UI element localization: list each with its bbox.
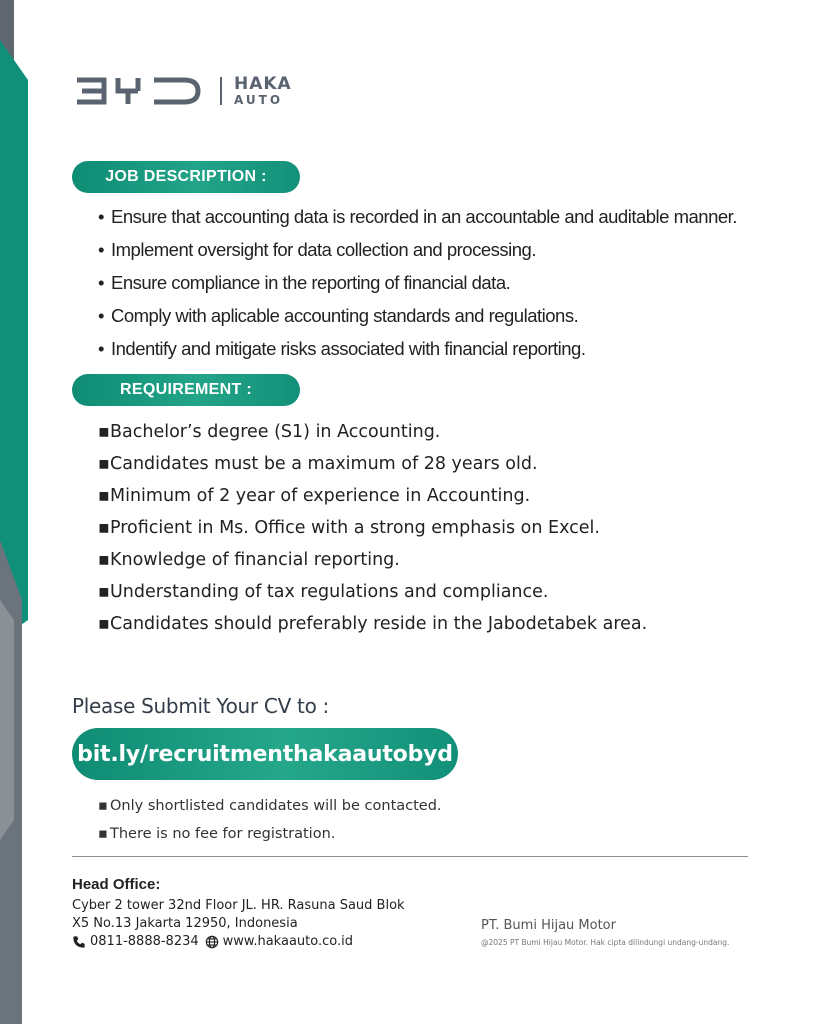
head-office-address [72, 897, 432, 933]
job-description-heading: JOB DESCRIPTION : [72, 161, 300, 193]
requirement-heading: REQUIREMENT : [72, 374, 300, 406]
list-item: ▪Bachelor’s degree (S1) in Accounting. [98, 422, 441, 442]
contact-row [72, 934, 353, 949]
side-decoration [0, 0, 40, 1024]
list-item: • Comply with aplicable accounting standards and regulations. [98, 305, 579, 326]
byd-logo [74, 62, 210, 107]
list-item: ▪Minimum of 2 year of experience in Accounting. [98, 486, 531, 506]
website-link[interactable]: www.hakaauto.co.id [222, 934, 353, 949]
footer-divider [72, 856, 748, 857]
list-item: • Implement oversight for data collection and processing. [98, 239, 536, 260]
submit-notes [98, 792, 442, 848]
company-name: PT. Bumi Hijau Motor [481, 918, 616, 933]
phone-icon [72, 935, 86, 949]
globe-icon [205, 935, 219, 949]
address-line-1: Cyber 2 tower 32nd Floor JL. HR. Rasuna Saud Blok [72, 898, 405, 913]
list-item: ▪Candidates must be a maximum of 28 years old. [98, 454, 538, 474]
logo-divider [220, 77, 222, 105]
requirement-list [98, 416, 647, 640]
head-office-title: Head Office: [72, 876, 161, 893]
list-item: ▪ There is no fee for registration. [98, 826, 336, 842]
job-description-list [98, 200, 737, 365]
list-item: • Ensure that accounting data is recorded in an accountable and auditable manner. [98, 206, 737, 227]
address-line-2: X5 No.13 Jakarta 12950, Indonesia [72, 916, 298, 931]
brand-logos [74, 62, 292, 108]
haka-logo-line2: AUTO [234, 93, 284, 107]
haka-logo-line1: HAKA [234, 74, 292, 94]
list-item: ▪ Only shortlisted candidates will be contacted. [98, 798, 442, 814]
haka-auto-logo [234, 76, 292, 106]
list-item: ▪Candidates should preferably reside in the Jabodetabek area. [98, 614, 648, 634]
list-item: • Ensure compliance in the reporting of financial data. [98, 272, 511, 293]
byd-logo-text: BYD [74, 62, 107, 79]
copyright-text: @2025 PT Bumi Hijau Motor. Hak cipta dilindungi undang-undang. [481, 938, 730, 947]
list-item: ▪Knowledge of financial reporting. [98, 550, 400, 570]
list-item: ▪Understanding of tax regulations and compliance. [98, 582, 549, 602]
phone-number[interactable]: 0811-8888-8234 [90, 934, 199, 949]
submit-cv-title: Please Submit Your CV to : [72, 694, 329, 718]
recruitment-link[interactable]: bit.ly/recruitmenthakaautobyd [72, 728, 458, 780]
list-item: • Indentify and mitigate risks associated with financial reporting. [98, 338, 586, 359]
list-item: ▪Proficient in Ms. Office with a strong emphasis on Excel. [98, 518, 600, 538]
